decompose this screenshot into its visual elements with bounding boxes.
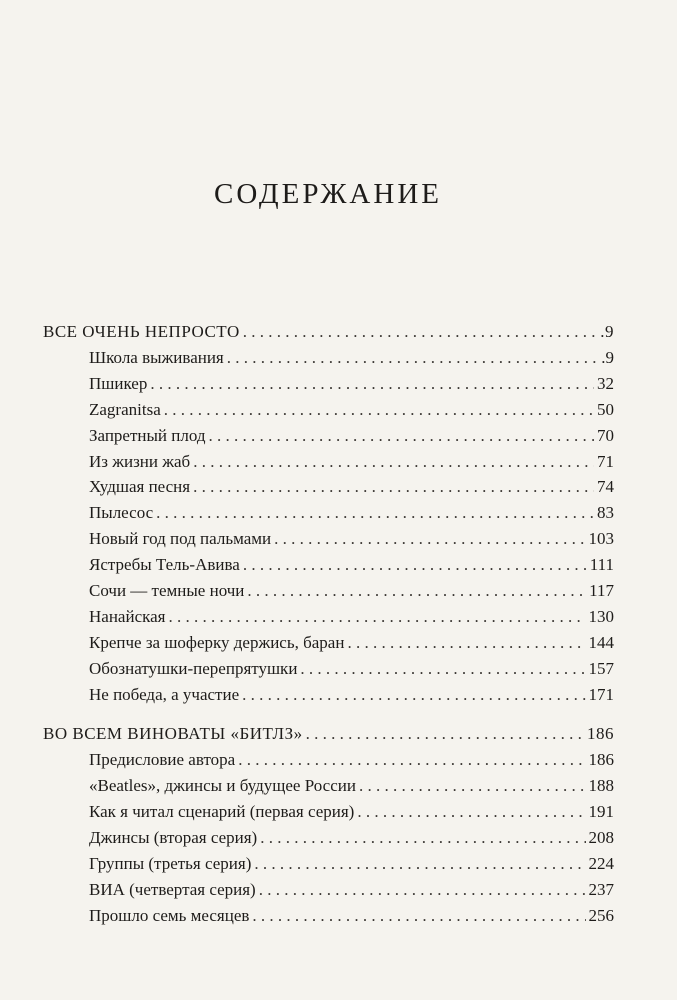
toc-page-number: .9 — [600, 322, 614, 341]
toc-page-number: 111 — [589, 555, 614, 574]
toc-entry[interactable] — [89, 502, 614, 524]
toc-entry-title: «Beatles», джинсы и будущее России — [89, 776, 356, 795]
toc-entry[interactable] — [89, 775, 614, 797]
dot-leader — [193, 476, 594, 498]
toc-page-number: 32 — [597, 374, 614, 393]
page-title: СОДЕРЖАНИЕ — [214, 178, 442, 210]
toc-entry[interactable] — [89, 373, 614, 395]
toc-page-number: 117 — [589, 581, 614, 600]
toc-page-number: 208 — [588, 828, 614, 847]
dot-leader — [259, 879, 586, 901]
dot-leader — [359, 775, 586, 797]
dot-leader — [156, 502, 594, 524]
dot-leader — [243, 321, 598, 343]
toc-entry[interactable] — [89, 853, 614, 875]
toc-entry[interactable] — [89, 451, 614, 473]
toc-entry[interactable] — [89, 827, 614, 849]
toc-entry[interactable] — [89, 554, 614, 576]
toc-entry-title: Сочи — темные ночи — [89, 581, 245, 600]
dot-leader — [242, 684, 585, 706]
toc-page-number: 237 — [588, 880, 614, 899]
toc-page-number: 186 — [588, 750, 614, 769]
dot-leader — [347, 632, 585, 654]
toc-entry-title: Обознатушки-перепрятушки — [89, 659, 298, 678]
dot-leader — [274, 528, 585, 550]
toc-page-number: 74 — [597, 477, 614, 496]
toc-entry[interactable] — [89, 684, 614, 706]
toc-entry-title: Нанайская — [89, 607, 166, 626]
toc-entry-title: Zagranitsa — [89, 400, 161, 419]
toc-entry[interactable] — [89, 347, 614, 369]
toc-entry-title: Джинсы (вторая серия) — [89, 828, 258, 847]
toc-entry[interactable] — [89, 528, 614, 550]
dot-leader — [306, 723, 584, 745]
toc-page-number: 157 — [588, 659, 614, 678]
toc-page-number: 256 — [588, 906, 614, 925]
toc-entry[interactable] — [89, 399, 614, 421]
dot-leader — [254, 853, 585, 875]
toc-entry-title: ВИА (четвертая серия) — [89, 880, 256, 899]
toc-entry-title: Худшая песня — [89, 477, 191, 496]
dot-leader — [247, 580, 586, 602]
toc-entry[interactable] — [89, 905, 614, 927]
toc-entry-title: Крепче за шоферку держись, баран — [89, 633, 345, 652]
dot-leader — [238, 749, 585, 771]
toc-page-number: 224 — [588, 854, 614, 873]
toc-entry[interactable] — [89, 879, 614, 901]
toc-entry-title: Группы (третья серия) — [89, 854, 252, 873]
toc-section[interactable] — [43, 723, 614, 745]
toc-page-number: 188 — [588, 776, 614, 795]
toc-entry-title: Из жизни жаб — [89, 452, 191, 471]
toc-page-number: 171 — [588, 685, 614, 704]
toc-entry[interactable] — [89, 606, 614, 628]
toc-entry-title: Не победа, а участие — [89, 685, 240, 704]
toc-entry-title: Пылесос — [89, 503, 154, 522]
toc-section-title: ВСЕ ОЧЕНЬ НЕПРОСТО — [43, 322, 240, 341]
dot-leader — [209, 425, 594, 447]
dot-leader — [357, 801, 585, 823]
toc-entry-title: Новый год под пальмами — [89, 529, 272, 548]
dot-leader — [150, 373, 594, 395]
dot-leader — [252, 905, 585, 927]
toc-entry-title: Ястребы Тель-Авива — [89, 555, 240, 574]
toc-page-number: 103 — [588, 529, 614, 548]
toc-page-number: 191 — [588, 802, 614, 821]
dot-leader — [260, 827, 585, 849]
toc-page-number: 186 — [587, 724, 614, 743]
toc-section-title: ВО ВСЕМ ВИНОВАТЫ «БИТЛЗ» — [43, 724, 303, 743]
toc-entry[interactable] — [89, 749, 614, 771]
toc-page-number: 50 — [597, 400, 614, 419]
toc-entry[interactable] — [89, 476, 614, 498]
toc-entry-title: Запретный плод — [89, 426, 206, 445]
toc-entry-title: Прошло семь месяцев — [89, 906, 250, 925]
toc-entry[interactable] — [89, 658, 614, 680]
toc-entry-title: Предисловие автора — [89, 750, 236, 769]
toc-entry[interactable] — [89, 580, 614, 602]
toc-page-number: 71 — [597, 452, 614, 471]
toc-page-number: 83 — [597, 503, 614, 522]
toc-entry-title: Школа выживания — [89, 348, 224, 367]
dot-leader — [243, 554, 587, 576]
toc-entry[interactable] — [89, 801, 614, 823]
toc-page-number: 70 — [597, 426, 614, 445]
toc-entry[interactable] — [89, 632, 614, 654]
dot-leader — [164, 399, 594, 421]
dot-leader — [168, 606, 585, 628]
dot-leader — [300, 658, 585, 680]
toc-page-number: 144 — [588, 633, 614, 652]
toc-section[interactable] — [43, 321, 614, 343]
dot-leader — [193, 451, 594, 473]
toc-entry-title: Пшикер — [89, 374, 148, 393]
dot-leader — [227, 347, 598, 369]
toc-entry-title: Как я читал сценарий (первая серия) — [89, 802, 355, 821]
toc-page-number: 130 — [588, 607, 614, 626]
toc-page-number: .9 — [601, 348, 614, 367]
toc-entry[interactable] — [89, 425, 614, 447]
